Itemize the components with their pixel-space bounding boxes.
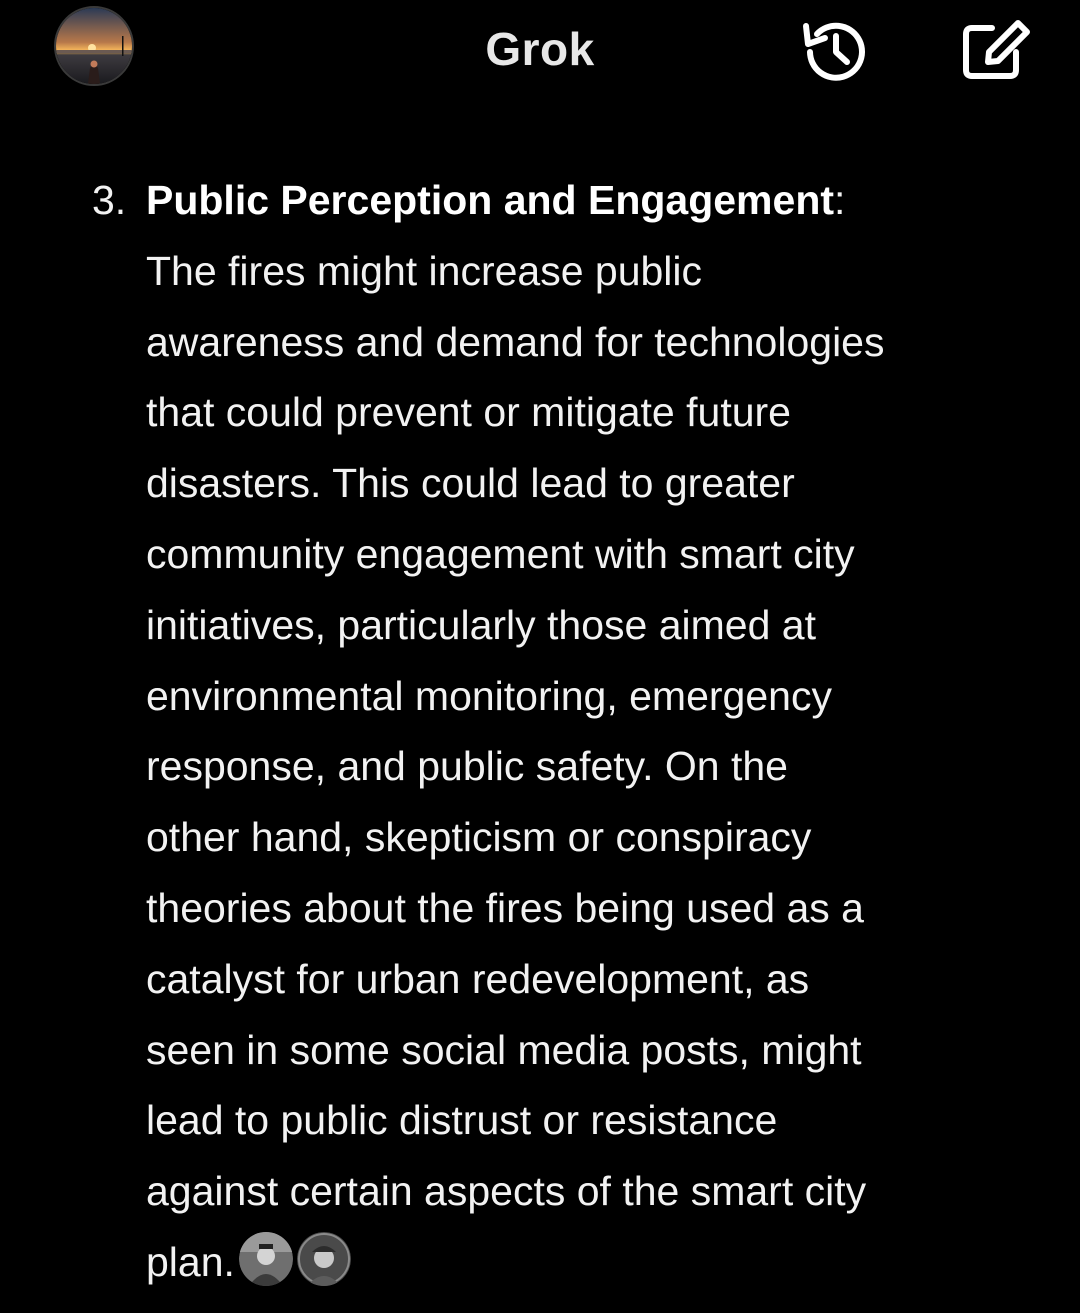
source-avatar-2-icon[interactable]	[297, 1232, 351, 1286]
list-item	[92, 165, 1052, 1298]
text-line: seen in some social media posts, might	[146, 1026, 862, 1073]
text-line: environmental monitoring, emergency	[146, 672, 832, 719]
text-line: lead to public distrust or resistance	[146, 1097, 778, 1144]
history-icon[interactable]	[797, 12, 875, 90]
last-text-line	[146, 1227, 1052, 1298]
text-line: other hand, skepticism or conspiracy	[146, 814, 812, 861]
text-line: awareness and demand for technologies	[146, 318, 885, 365]
text-line: The fires might increase public	[146, 247, 703, 294]
compose-icon[interactable]	[958, 12, 1036, 90]
list-item-body	[146, 165, 1052, 1298]
profile-avatar-icon[interactable]	[54, 6, 134, 86]
text-line: catalyst for urban redevelopment, as	[146, 955, 810, 1002]
text-line: against certain aspects of the smart city	[146, 1168, 867, 1215]
text-line: community engagement with smart city	[146, 530, 855, 577]
page-title: Grok	[485, 23, 595, 75]
text-line: theories about the fires being used as a	[146, 884, 864, 931]
text-line: disasters. This could lead to greater	[146, 460, 795, 507]
list-number: 3.	[92, 177, 127, 223]
heading-colon: :	[834, 177, 846, 223]
grok-response	[92, 165, 1052, 1298]
text-line-end: plan.	[146, 1238, 235, 1285]
text-line: initiatives, particularly those aimed at	[146, 601, 816, 648]
heading-line	[146, 165, 1052, 236]
text-line: that could prevent or mitigate future	[146, 389, 791, 436]
text-line: response, and public safety. On the	[146, 743, 788, 790]
top-bar	[0, 0, 1080, 110]
source-avatar-1-icon[interactable]	[239, 1232, 293, 1286]
item-heading: Public Perception and Engagement	[146, 177, 835, 223]
